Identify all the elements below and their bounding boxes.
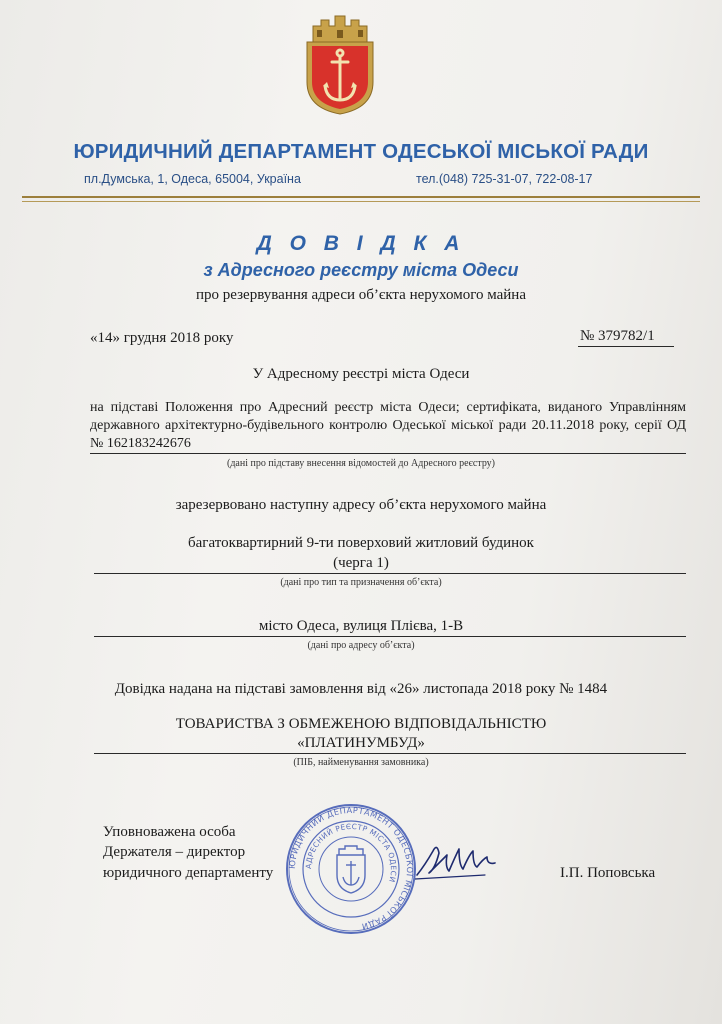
basis-underline xyxy=(90,453,686,454)
object-type-caption: (дані про тип та призначення об’єкта) xyxy=(280,577,442,588)
basis-text: на підставі Положення про Адресний реєстр міста Одеси; сертифіката, виданого Управлінням державного архітектурно-будівельного контролю Одеської міської ради 20.11.2018 року, серії ОД № 162183242676 xyxy=(90,400,686,451)
registry-intro: У Адресному реєстрі міста Одеси xyxy=(252,366,470,382)
document-number: № 379782/1 xyxy=(580,328,655,344)
stamp-outer-text: ЮРИДИЧНИЙ ДЕПАРТАМЕНТ ОДЕСЬКОЇ МІСЬКОЇ РАДИ xyxy=(286,804,416,933)
object-type-line1: багатоквартирний 9-ти поверховий житловий будинок xyxy=(188,535,534,551)
handwritten-signature-icon xyxy=(415,835,497,883)
object-type-line2: (черга 1) xyxy=(333,555,389,571)
odesa-coat-of-arms-icon xyxy=(303,12,377,116)
header-divider-thin xyxy=(22,201,700,202)
customer-line2: «ПЛАТИНУМБУД» xyxy=(297,735,425,751)
reserved-intro: зарезервовано наступну адресу об’єкта нерухомого майна xyxy=(175,497,547,513)
basis-caption: (дані про підставу внесення відомостей до Адресного реєстру) xyxy=(226,458,496,469)
order-basis: Довідка надана на підставі замовлення від «26» листопада 2018 року № 1484 xyxy=(114,681,608,697)
number-underline xyxy=(578,346,674,347)
department-phone: тел.(048) 725-31-07, 722-08-17 xyxy=(416,172,593,186)
official-round-stamp-icon xyxy=(285,803,417,935)
customer-line1: ТОВАРИСТВА З ОБМЕЖЕНОЮ ВІДПОВІДАЛЬНІСТЮ xyxy=(175,716,547,732)
basis-paragraph xyxy=(90,399,686,453)
document-subtitle: з Адресного реєстру міста Одеси xyxy=(203,260,519,280)
department-address: пл.Думська, 1, Одеса, 65004, Україна xyxy=(84,172,301,186)
object-address-underline xyxy=(94,636,686,637)
customer-caption: (ПІБ, найменування замовника) xyxy=(293,757,429,768)
object-type-underline xyxy=(94,573,686,574)
header-divider xyxy=(22,196,700,198)
signatory-name: І.П. Поповська xyxy=(560,865,656,881)
signatory-line1: Уповноважена особа xyxy=(103,824,236,840)
document-purpose: про резервування адреси об’єкта нерухомого майна xyxy=(196,287,526,303)
department-name: ЮРИДИЧНИЙ ДЕПАРТАМЕНТ ОДЕСЬКОЇ МІСЬКОЇ РАДИ xyxy=(73,140,649,163)
object-address: місто Одеса, вулиця Плієва, 1-В xyxy=(258,618,464,634)
object-address-caption: (дані про адресу об’єкта) xyxy=(307,640,415,651)
stamp-inner-text: АДРЕСНИЙ РЕЄСТР МІСТА ОДЕСИ xyxy=(303,821,399,884)
signatory-line2: Держателя – директор xyxy=(103,844,246,860)
document-title: Д О В І Д К А xyxy=(256,232,466,255)
signatory-line3: юридичного департаменту xyxy=(103,865,274,881)
document-date: «14» грудня 2018 року xyxy=(90,330,234,346)
customer-underline xyxy=(94,753,686,754)
